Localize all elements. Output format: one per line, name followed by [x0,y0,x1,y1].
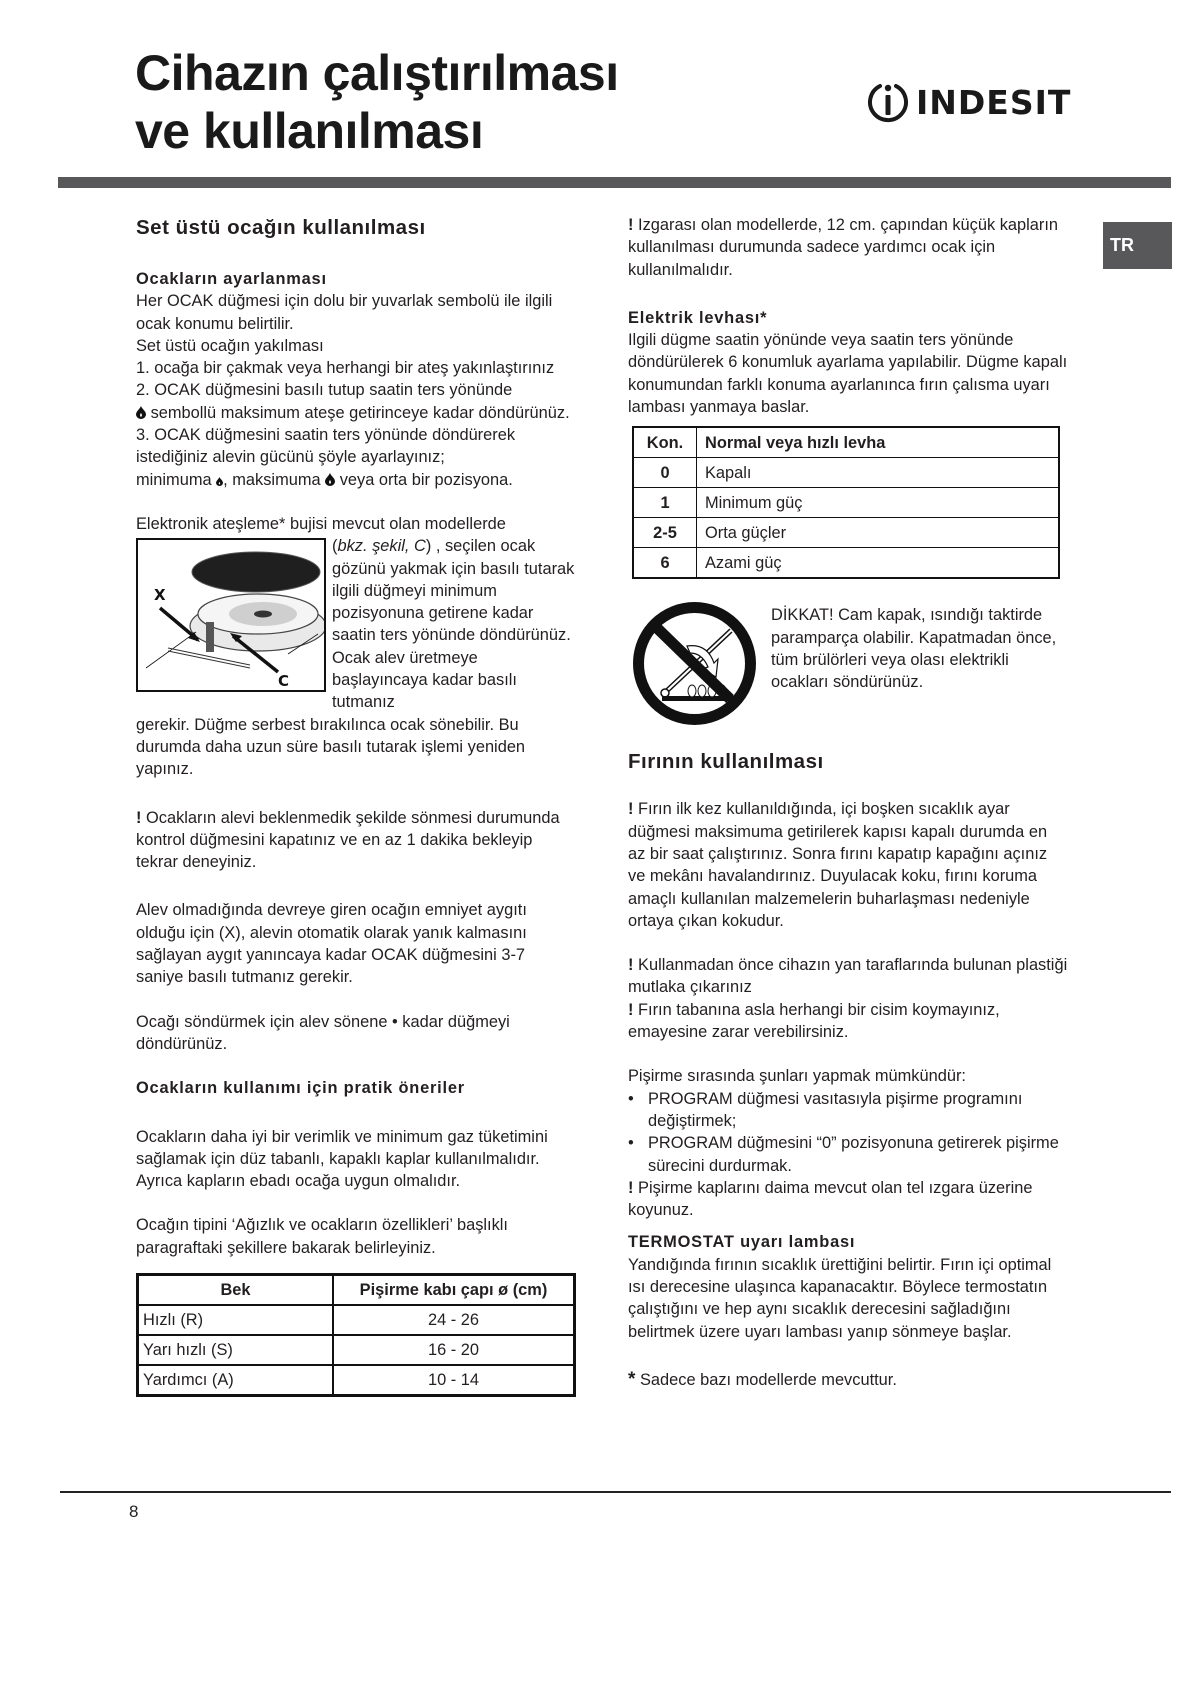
table-header-row [138,1274,575,1305]
paragraph [136,469,576,491]
paragraph: Ilgili dügme saatin yönünde veya saatin ters yönünde döndürülerek 6 konumluk ayarlama yapılabilir. Dügme kapalı konumundan farklı konuma ayarlanınca fırın çalısma uyarı lambası yanmaya baslar. [628,331,1068,417]
figure-caption-text: (bkz. şekil, C) , seçilen ocak gözünü yakmak için basılı tutarak ilgili düğmeyi minimum pozisyonuna getirene kadar saatin ters yönünde döndürünüz. Ocak alev üretmeye başlayıncaya kadar basılı tutmanız [332,537,575,712]
table-cell: 0 [633,458,697,488]
subsection-title-electric-plate: Elektrik levhası* [628,308,768,327]
table-row [633,518,1059,548]
paragraph: Ocakların daha iyi bir verimlik ve minimum gaz tüketimini sağlamak için düz tabanlı, kapaklı kaplar kullanılmalıdır. Ayrıca kapların ebadı ocağa uygun olmalıdır. [136,1127,548,1191]
warning-paragraph [628,954,1068,999]
language-tab: TR [1103,222,1172,269]
exclamation-icon: ! [628,800,634,819]
paragraph: Set üstü ocağın yakılması [136,336,324,355]
footnote-text: Sadece bazı modellerde mevcuttur. [639,1370,897,1389]
list-item [628,1088,1068,1133]
figure-label-c: C [278,672,290,691]
table-cell: Kapalı [697,458,1060,488]
warning-paragraph [628,999,1068,1044]
footnote [628,1369,1068,1391]
subsection-title-thermostat: TERMOSTAT uyarı lambası [628,1233,856,1252]
table-cell: Yarı hızlı (S) [138,1335,334,1365]
burner-drawing-icon [138,540,324,690]
paragraph: Yandığında fırının sıcaklık ürettiğini belirtir. Fırın içi optimal ısı derecesine ulaşınca kapanacaktır. Böylece termostatın çalıştığını ve hep aynı sıcaklık derecesini sağladığını belirtmek üzere uyarı lambası yanıp sönmeye başlar. [628,1255,1052,1341]
paragraph: Alev olmadığında devreye giren ocağın emniyet aygıtı olduğu için (X), alevin otomatik olarak yanık kalmasını sağlayan aygıt yanıncaya kadar OCAK düğmesini 3-7 saniye basılı tutmanız gerekir. [136,901,527,987]
header-divider-bar [58,177,1171,188]
table-cell: 10 - 14 [333,1365,575,1396]
paragraph-text: Fırın ilk kez kullanıldığında, içi boşken sıcaklık ayar düğmesi maksimuma getirilerek kapısı kapalı durumda en az bir saat çalıştırınız. Sonra fırını kapatıp kapağını açınız ve mekânı havalandırınız. Duyulacak koku, fırını koruma amaçlı kullanılan malzemelerin buharlaşması nedeniyle ortaya çıkan kokudur. [628,800,1048,930]
paragraph: Ocağı söndürmek için alev sönene • kadar düğmeyi döndürünüz. [136,1012,510,1053]
table-cell: 1 [633,488,697,518]
paragraph: Ocağın tipini ‘Ağızlık ve ocakların özellikleri’ başlıklı paragraftaki şekillere bakarak belirleyiniz. [136,1216,508,1257]
warning-paragraph [136,807,576,874]
paragraph-text: Ocakların alevi beklenmedik şekilde sönmesi durumunda kontrol düğmesini kapatınız ve en az 1 dakika bekleyip tekrar deneyiniz. [136,808,560,872]
table-row [633,488,1059,518]
paragraph-text: ) , seçilen ocak gözünü yakmak için basılı tutarak ilgili düğmeyi minimum pozisyonuna getirene kadar saatin ters yönünde döndürünüz. Ocak alev üretmeye başlayıncaya kadar basılı tutmanız [332,537,575,712]
table-cell: Hızlı (R) [138,1305,334,1335]
paragraph: Pişirme sırasında şunları yapmak mümkündür: [628,1067,966,1086]
warning-text: DİKKAT! Cam kapak, ısındığı taktirde paramparça olabilir. Kapatmadan önce, tüm brülörleri veya olası elektrikli ocakları söndürünüz. [771,606,1057,692]
flame-large-icon [136,406,146,419]
burner-pan-size-table [136,1273,576,1397]
page-number: 8 [129,1502,139,1521]
bullet-icon: • [628,1089,634,1108]
list-item [628,1132,1068,1177]
ignition-figure-block [136,535,576,713]
list-item-text: PROGRAM düğmesi vasıtasıyla pişirme programını değiştirmek; [648,1089,1023,1130]
brand-name: INDESIT [916,82,1072,122]
figure-label-x: X [154,586,166,605]
warning-paragraph [628,214,1068,281]
section-title-hob: Set üstü ocağın kullanılması [136,216,426,239]
table-cell: 6 [633,548,697,579]
table-header-cell: Bek [138,1274,334,1305]
title-line-2: ve kullanılması [135,103,484,159]
table-cell: 16 - 20 [333,1335,575,1365]
paragraph: gerekir. Düğme serbest bırakılınca ocak sönebilir. Bu durumda daha uzun süre basılı tutarak işlemi yeniden yapınız. [136,715,526,779]
table-cell: Azami güç [697,548,1060,579]
paragraph-text: Pişirme kaplarını daima mevcut olan tel ızgara üzerine koyunuz. [628,1178,1033,1220]
bullet-icon: • [628,1134,634,1153]
exclamation-icon: ! [628,956,634,975]
burner-illustration [136,538,326,692]
electric-plate-settings-table [632,426,1060,579]
paragraph-text: Fırın tabanına asla herhangi bir cisim koymayınız, emayesine zarar verebilirsiniz. [628,1000,1000,1042]
paragraph: 2. OCAK düğmesini basılı tutup saatin ters yönünde [136,381,513,400]
paragraph [136,402,576,424]
section-title-oven: Fırının kullanılması [628,750,824,774]
table-header-cell: Normal veya hızlı levha [697,427,1060,458]
paragraph: 3. OCAK düğmesini saatin ters yönünde döndürerek istediğiniz alevin gücünü şöyle ayarlayınız; [136,426,516,467]
warning-paragraph [628,1177,1068,1222]
paragraph-text: , maksimuma [223,470,321,489]
title-line-1: Cihazın çalıştırılması [135,45,619,101]
paragraph-text: sembollü maksimum ateşe getirinceye kadar döndürünüz. [150,403,570,422]
right-column [628,214,1068,1391]
table-row [633,458,1059,488]
table-row [138,1305,575,1335]
exclamation-icon: ! [628,216,634,234]
table-cell: Yardımcı (A) [138,1365,334,1396]
exclamation-icon: ! [628,1178,634,1197]
table-row [138,1365,575,1396]
paragraph: 1. ocağa bir çakmak veya herhangi bir ateş yakınlaştırınız [136,359,555,378]
table-header-row [633,427,1059,458]
exclamation-icon: ! [628,1000,634,1019]
paragraph-text: Kullanmadan önce cihazın yan taraflarında bulunan plastiği mutlaka çıkarınız [628,956,1068,997]
flame-large-icon [325,473,335,486]
table-cell: Minimum güç [697,488,1060,518]
paragraph-text: minimuma [136,470,212,489]
table-row [633,548,1059,579]
left-column [136,214,576,1397]
brand-logo [866,80,1071,124]
asterisk-icon: * [628,1368,636,1390]
list-item-text: PROGRAM düğmesini “0” pozisyonuna getirerek pişirme sürecini durdurmak. [648,1134,1059,1175]
subsection-title-tips: Ocakların kullanımı için pratik öneriler [136,1079,465,1098]
warning-paragraph [628,798,1068,932]
table-cell: 2-5 [633,518,697,548]
prohibited-closing-lid-icon [632,601,757,726]
footer-divider [60,1491,1171,1493]
glass-lid-warning [628,601,1068,726]
figure-reference: bkz. şekil, C [337,537,426,556]
table-cell: Orta güçler [697,518,1060,548]
paragraph: Her OCAK düğmesi için dolu bir yuvarlak sembolü ile ilgili ocak konumu belirtilir. [136,292,553,333]
paragraph: Elektronik ateşleme* bujisi mevcut olan modellerde [136,514,506,533]
page-title [135,44,619,160]
table-cell: 24 - 26 [333,1305,575,1335]
table-row [138,1335,575,1365]
paragraph-text: veya orta bir pozisyona. [339,470,513,489]
indesit-i-logo-icon [866,80,910,124]
subsection-title-adjusting: Ocakların ayarlanması [136,270,327,288]
table-header-cell: Pişirme kabı çapı ø (cm) [333,1274,575,1305]
paragraph-text: Izgarası olan modellerde, 12 cm. çapından küçük kapların kullanılması durumunda sadece yardımcı ocak için kullanılmalıdır. [628,216,1059,279]
exclamation-icon: ! [136,808,142,827]
table-header-cell: Kon. [633,427,697,458]
